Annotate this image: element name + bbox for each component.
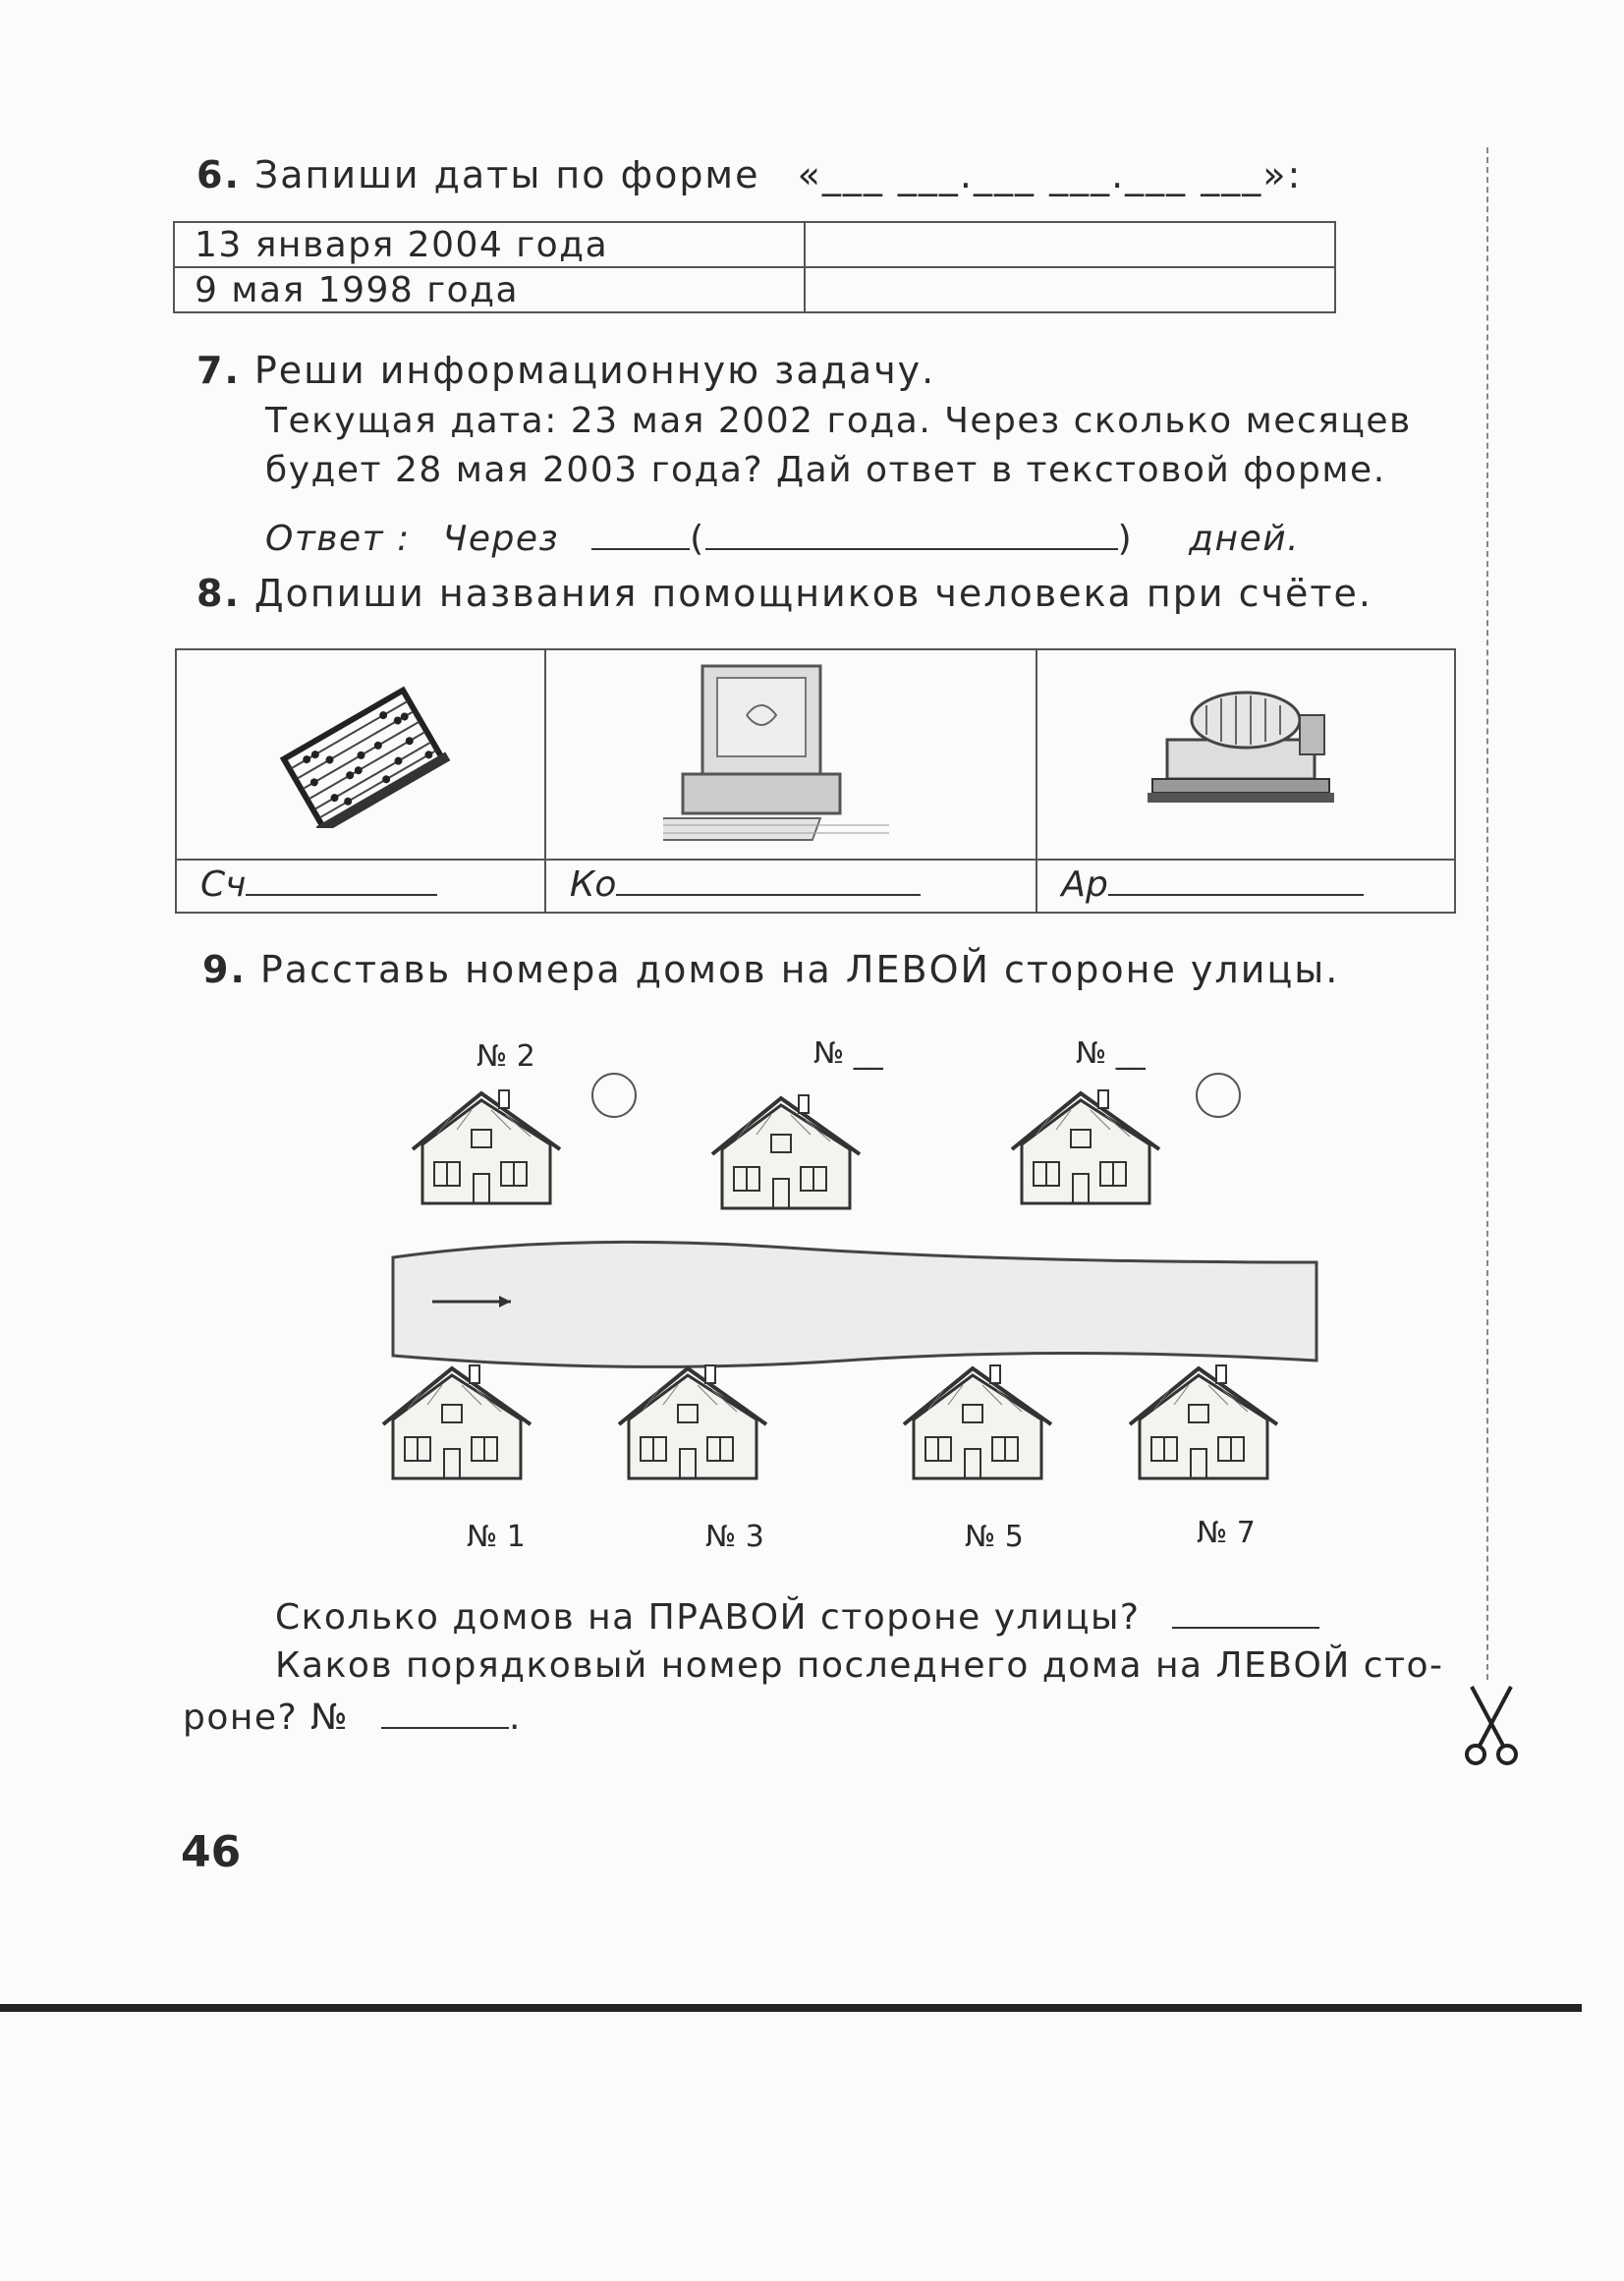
page-bottom-rule bbox=[0, 2004, 1582, 2012]
house-label-bottom: № 5 bbox=[965, 1520, 1024, 1554]
arithmometer-icon bbox=[1138, 681, 1354, 828]
cut-line bbox=[1486, 147, 1488, 1680]
answer-blank-right-count[interactable] bbox=[1172, 1597, 1319, 1629]
task-6-title: 6. Запиши даты по форме «___ ___.___ ___.___ ___»: bbox=[196, 153, 1303, 196]
house-label-bottom: № 3 bbox=[705, 1520, 764, 1554]
house-label-bottom: № 1 bbox=[467, 1520, 526, 1554]
house-label-bottom: № 7 bbox=[1197, 1516, 1256, 1550]
question-right-side: Сколько домов на ПРАВОЙ стороне улицы? bbox=[275, 1597, 1319, 1638]
table-row bbox=[174, 267, 1335, 312]
helper-prefix: Ко bbox=[569, 864, 617, 905]
helper-answer-blank[interactable] bbox=[1108, 864, 1364, 896]
task-7-line-2: будет 28 мая 2003 года? Дай ответ в текстовой форме. bbox=[265, 450, 1386, 490]
house-label-top[interactable]: № __ bbox=[1076, 1036, 1146, 1071]
helper-prefix: Сч bbox=[200, 864, 247, 905]
computer-icon bbox=[663, 656, 919, 853]
scissors-icon bbox=[1462, 1682, 1521, 1770]
answer-number-blank[interactable] bbox=[591, 519, 690, 550]
date-format-template: «___ ___.___ ___.___ ___»: bbox=[797, 153, 1303, 196]
helpers-table bbox=[175, 648, 1456, 914]
answer-cell[interactable] bbox=[805, 222, 1335, 267]
helper-arithmometer bbox=[1037, 650, 1454, 912]
house-label-top: № 2 bbox=[476, 1039, 535, 1074]
question-left-last-cont: роне? № . bbox=[183, 1697, 522, 1738]
question-left-last: Каков порядковый номер последнего дома на ЛЕВОЙ сто- bbox=[275, 1645, 1444, 1686]
house-label-top[interactable]: № __ bbox=[813, 1036, 883, 1071]
house bbox=[1012, 1090, 1159, 1203]
house bbox=[383, 1365, 531, 1478]
house bbox=[712, 1095, 860, 1208]
task-8-title: 8. Допиши названия помощников человека при счёте. bbox=[196, 572, 1372, 615]
house bbox=[904, 1365, 1051, 1478]
task-7-answer-line: Ответ : Через ( ) дней. bbox=[265, 519, 1301, 559]
helper-prefix: Ар bbox=[1061, 864, 1108, 905]
answer-words-blank[interactable] bbox=[705, 519, 1118, 550]
date-cell: 9 мая 1998 года bbox=[174, 267, 805, 312]
task-7-line-1: Текущая дата: 23 мая 2002 года. Через сколько месяцев bbox=[265, 401, 1412, 441]
page-number: 46 bbox=[181, 1827, 242, 1877]
table-row bbox=[174, 222, 1335, 267]
helper-answer-blank[interactable] bbox=[246, 864, 437, 896]
house bbox=[619, 1365, 766, 1478]
road bbox=[393, 1242, 1316, 1366]
answer-cell[interactable] bbox=[805, 267, 1335, 312]
tree bbox=[1197, 1074, 1240, 1117]
answer-blank-last-number[interactable] bbox=[381, 1697, 509, 1729]
house bbox=[413, 1090, 560, 1203]
abacus-icon bbox=[262, 681, 459, 828]
street-illustration bbox=[373, 1066, 1336, 1528]
task-9-title: 9. Расставь номера домов на ЛЕВОЙ стороне улицы. bbox=[202, 948, 1340, 991]
tree bbox=[592, 1074, 636, 1117]
helper-answer-blank[interactable] bbox=[616, 864, 921, 896]
task-7-title: 7. Реши информационную задачу. bbox=[196, 349, 936, 392]
helper-computer bbox=[546, 650, 1037, 912]
dates-table bbox=[173, 221, 1336, 313]
date-cell: 13 января 2004 года bbox=[174, 222, 805, 267]
helper-abacus bbox=[177, 650, 546, 912]
house bbox=[1130, 1365, 1277, 1478]
